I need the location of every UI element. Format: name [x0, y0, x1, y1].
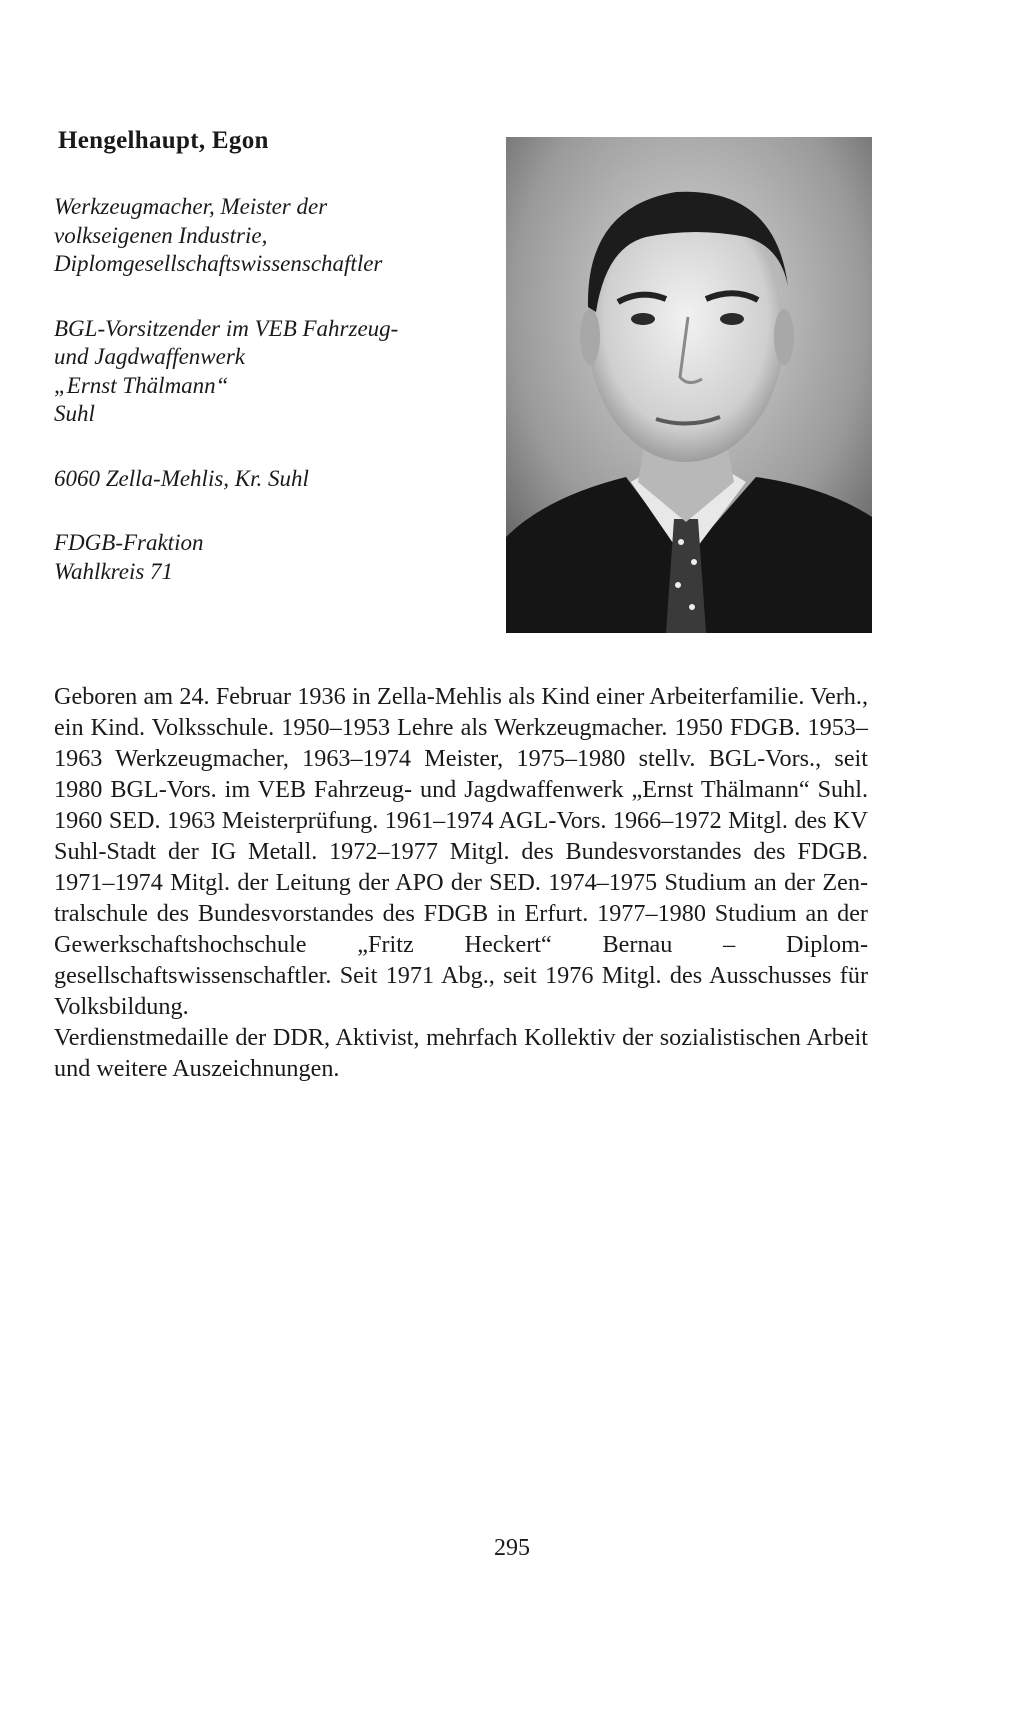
fraction-line: FDGB-Fraktion: [54, 530, 204, 555]
portrait-photo: [506, 137, 872, 633]
profession-line: Diplomgesellschaftswissenschaftler: [54, 251, 383, 276]
address-block: [54, 465, 484, 494]
portrait-image: [506, 137, 872, 633]
constituency-line: Wahlkreis 71: [54, 558, 174, 584]
address-line: 6060 Zella-Mehlis, Kr. Suhl: [54, 465, 309, 491]
person-info: [54, 193, 484, 622]
position-line: Suhl: [54, 401, 95, 426]
page-number: 295: [494, 1535, 530, 1561]
biography-paragraph: Geboren am 24. Februar 1936 in Zella-Mehlis als Kind einer Arbeiterfamilie. Verh., ein Kind. Volksschule. 1950–1953 Lehre als Werkzeugmacher. 1950 FDGB. 1953–1963 Werkzeugmacher, 1963–1974 Meister, 1975–1980 stellv. BGL-Vors., seit 1980 BGL-Vors. im VEB Fahrzeug- und Jagdwaffenwerk „Ernst Thälmann“ Suhl. 1960 SED. 1963 Meisterprüfung. 1961–1974 AGL-Vors. 1966–1972 Mitgl. des KV Suhl-Stadt der IG Metall. 1972–1977 Mitgl. des Bundesvorstandes des FDGB. 1971–1974 Mitgl. der Leitung der APO der SED. 1974–1975 Studium an der Zentralschule des Bundesvorstandes des FDGB in Erfurt. 1977–1980 Studium an der Gewerkschaftshochschule „Fritz Heckert“ Bernau – Diplomgesellschaftswissenschaftler. Seit 1971 Abg., seit 1976 Mitgl. des Ausschusses für Volksbildung.: [54, 683, 868, 1020]
position-line: „Ernst Thälmann“: [54, 372, 229, 398]
profession-block: [54, 193, 484, 279]
awards-paragraph: Verdienstmedaille der DDR, Aktivist, mehrfach Kollektiv der sozialistischen Arbeit und weitere Auszeichnungen.: [54, 1024, 868, 1082]
profession-line: volkseigenen Industrie,: [54, 222, 268, 248]
position-block: [54, 315, 484, 429]
position-line: BGL-Vorsitzender im VEB Fahrzeug-: [54, 315, 399, 341]
biography: [54, 681, 868, 1084]
profession-line: Werkzeugmacher, Meister der: [54, 194, 328, 219]
fraction-block: [54, 529, 484, 586]
person-name: Hengelhaupt, Egon: [58, 127, 269, 154]
position-line: und Jagdwaffenwerk: [54, 344, 245, 369]
